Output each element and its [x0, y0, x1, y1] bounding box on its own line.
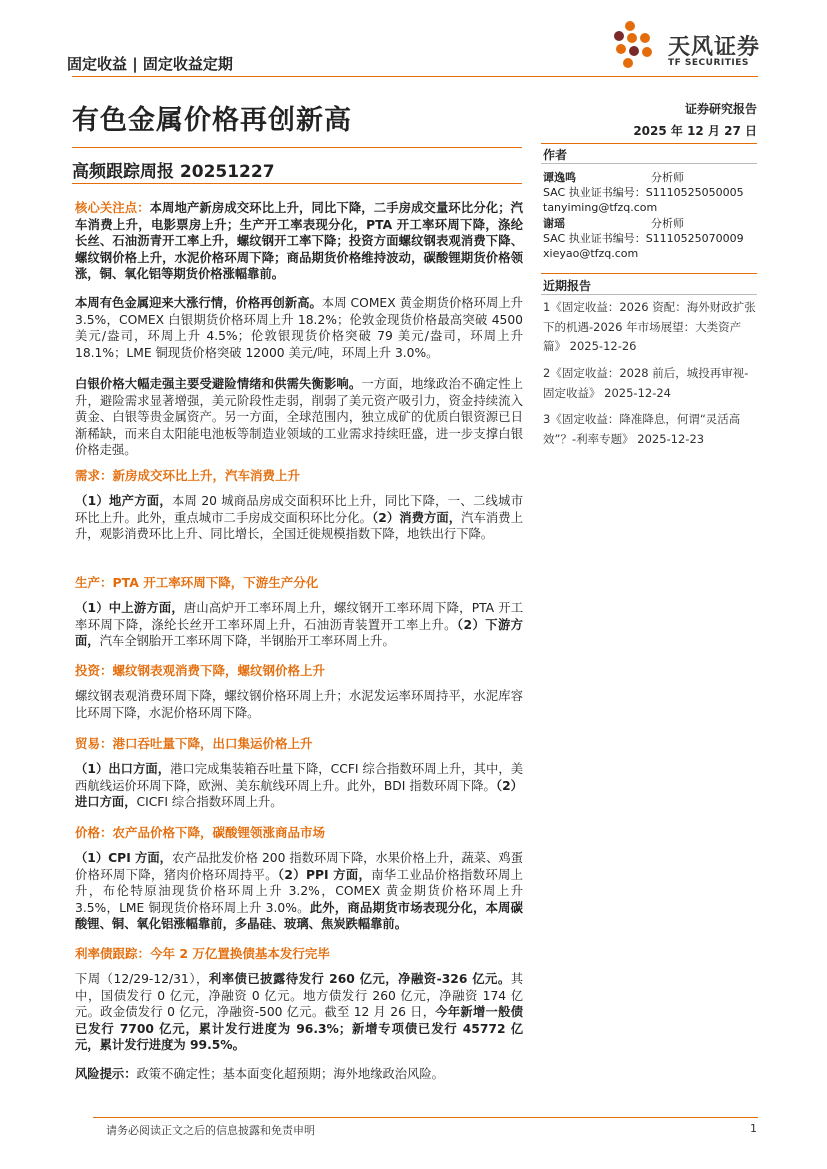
s5-lead-1: （1）CPI 方面，: [75, 851, 172, 865]
s1-lead-2: （2）消费方面，: [372, 510, 462, 525]
paragraph-metals: [75, 295, 523, 361]
s3-text: 螺纹钢表观消费环周下降，螺纹钢价格环周上升；水泥发运率环周持平，水泥库容比环周下降，水泥价格环周下降。: [75, 689, 523, 720]
author-2: [543, 216, 758, 261]
s1-text-2: 汽车消费上升，观影消费环比上升、同比增长，全国迁徙规模指数下降，地铁出行下降。: [75, 510, 523, 541]
section-price-text: [75, 850, 523, 933]
author-name: 谭逸鸣: [543, 171, 576, 184]
author-email[interactable]: xieyao@tfzq.com: [543, 247, 639, 260]
section-price-heading: 价格：农产品价格下降，碳酸锂领涨商品市场: [75, 825, 326, 840]
section-trade-text: [75, 761, 523, 811]
page-subtitle: 高频跟踪周报 20251227: [72, 162, 275, 182]
author-role: 分析师: [651, 171, 684, 184]
s4-lead-2: （2）进口方面，: [75, 778, 523, 809]
report-date: 2025 年 12 月 27 日: [633, 124, 757, 138]
subtitle-divider: [72, 183, 522, 184]
section-demand-heading: 需求：新房成交环比上升，汽车消费上升: [75, 468, 301, 483]
logo-text-cn: 天风证券: [668, 35, 761, 60]
s5-text-1: 农产品批发价格 200 指数环周下降，水果价格上升，蔬菜、鸡蛋价格环周下降，猪肉价格环周持平。: [75, 851, 523, 882]
core-focus: [75, 200, 523, 283]
section-investment-text: [75, 688, 523, 721]
recent-report-1[interactable]: 1《固定收益：2026 资配：海外财政扩张下的机遇-2026 年市场展望：大类资产篇》 2025-12-26: [543, 300, 756, 353]
p1-lead: 本周有色金属迎来大涨行情，价格再创新高。: [75, 296, 322, 310]
author-name: 谢瑶: [543, 217, 565, 230]
report-type: 证券研究报告: [684, 102, 757, 116]
s6-lead-1: 利率债已披露待发行 260 亿元，净融资-326 亿元。: [208, 972, 511, 986]
risk-warning: [75, 1066, 523, 1083]
core-label: 核心关注点：: [75, 201, 150, 215]
sidebar-divider: [541, 143, 757, 144]
author-role: 分析师: [651, 217, 684, 230]
s4-text-2: CICFI 综合指数环周上升。: [136, 795, 283, 809]
page-title: 有色金属价格再创新高: [72, 105, 352, 136]
s4-text-1: 港口完成集装箱吞吐量下降，CCFI 综合指数环周上升，其中，美西航线运价环周下降，欧洲、美东航线环周上升。此外，BDI 指数环周下降。: [75, 762, 523, 793]
s2-lead-2: （2）下游方面，: [75, 617, 523, 648]
recent-heading: 近期报告: [543, 279, 592, 293]
s2-text-2: 汽车全钢胎开工率环周下降，半钢胎开工率环周上升。: [99, 634, 395, 648]
s1-lead-1: （1）地产方面，: [75, 494, 172, 508]
s5-lead-3: 此外，商品期货市场表现分化，本周碳酸锂、铜、氧化铝涨幅靠前，多晶硅、玻璃、焦炭跌幅靠前。: [75, 900, 523, 931]
s6-text-0: 下周（12/29-12/31），: [75, 972, 209, 986]
risk-label: 风险提示：: [75, 1067, 137, 1081]
section-rates-heading: 利率债跟踪：今年 2 万亿置换债基本发行完毕: [75, 946, 330, 961]
section-trade-heading: 贸易：港口吞吐量下降，出口集运价格上升: [75, 736, 313, 751]
s5-lead-2: （2）PPI 方面，: [277, 867, 372, 882]
page-number: 1: [750, 1122, 757, 1135]
section-rates-text: [75, 971, 523, 1054]
s2-lead-1: （1）中上游方面，: [75, 601, 184, 615]
s5-text-2: 南华工业品价格指数环周上升，布伦特原油现货价格环周上升 3.2%，COMEX 黄金期货价格环周上升 3.5%，LME 铜现货价格环周上升 3.0%。: [75, 867, 523, 915]
risk-text: 政策不确定性；基本面变化超预期；海外地缘政治风险。: [136, 1067, 444, 1081]
tf-logo-icon: [608, 18, 664, 74]
section-production-text: [75, 600, 523, 650]
section-production-heading: 生产：PTA 开工率环周下降，下游生产分化: [75, 575, 319, 590]
recent-report-3[interactable]: 3《固定收益：降准降息，何谓“灵活高效”？-利率专题》 2025-12-23: [543, 412, 741, 446]
authors-heading: 作者: [543, 148, 568, 162]
author-email[interactable]: tanyiming@tfzq.com: [543, 201, 658, 214]
s6-lead-2: 今年新增一般债已发行 7700 亿元，累计发行进度为 96.3%；新增专项债已发行 45772 亿元，累计发行进度为 99.5%。: [75, 1005, 523, 1052]
author-1: [543, 170, 758, 215]
recent-report-2[interactable]: 2《固定收益：2028 前后，城投再审视-固定收益》 2025-12-24: [543, 366, 749, 400]
s1-text-1: 本周 20 城商品房成交面积环比上升，同比下降，一、二线城市环比上升。此外，重点城市二手房成交面积环比分化。: [75, 494, 524, 525]
p1-text: 本周 COMEX 黄金期货价格环周上升 3.5%，COMEX 白银期货价格环周上升 18.2%；伦敦金现货价格最高突破 4500 美元/盎司，环周上升 4.5%；伦敦银现货价格突破 79 美元/盎司，环周上升 18.1%；LME 铜现货价格突破 12000 美元/吨，环周上升 3.0%。: [75, 296, 523, 360]
s4-lead-1: （1）出口方面，: [75, 762, 171, 776]
header-divider: [72, 76, 758, 77]
recent-divider: [541, 273, 757, 274]
title-divider: [72, 147, 522, 148]
report-category: 固定收益 | 固定收益定期: [67, 55, 233, 73]
section-demand-text: [75, 493, 523, 543]
recent-heading-divider: [541, 294, 757, 295]
p2-text: 一方面，地缘政治不确定性上升，避险需求显著增强，美元阶段性走弱，削弱了美元资产吸引力，资金持续流入黄金、白银等贵金属资产。另一方面，全球范围内，独立成矿的优质白银资源已日渐稀缺，而来自太阳能电池板等制造业领域的工业需求持续旺盛，进一步支撑白银价格走强。: [75, 377, 523, 457]
s2-text-1: 唐山高炉开工率环周上升，螺纹钢开工率环周下降，PTA 开工率环周下降，涤纶长丝开工率环周上升，石油沥青装置开工率上升。: [75, 601, 524, 632]
s6-text-1: 其中，国债发行 0 亿元，净融资 0 亿元。地方债发行 260 亿元，净融资 174 亿元。政金债发行 0 亿元，净融资-500 亿元。截至 12 月 26 日，: [75, 972, 523, 1019]
author-cert: SAC 执业证书编号：S1110525070009: [543, 232, 744, 245]
p2-lead: 白银价格大幅走强主要受避险情绪和供需失衡影响。: [75, 377, 362, 391]
author-cert: SAC 执业证书编号：S1110525050005: [543, 186, 744, 199]
paragraph-silver: [75, 376, 523, 459]
core-text: 本周地产新房成交环比上升，同比下降，二手房成交量环比分化；汽车消费上升，电影票房上升；生产开工率表现分化，PTA 开工率环周下降，涤纶长丝、石油沥青开工率上升，螺纹钢开工率下降；投资方面螺纹钢表观消费下降、螺纹钢价格上升，水泥价格环周下降；商品期货价格维持波动，碳酸锂期货价格领涨，铜、氧化铝等期货价格涨幅靠前。: [75, 201, 523, 281]
logo-text-en: TF SECURITIES: [668, 58, 749, 68]
section-investment-heading: 投资：螺纹钢表观消费下降，螺纹钢价格上升: [75, 663, 326, 678]
footer-divider: [93, 1117, 758, 1118]
authors-heading-divider: [541, 163, 757, 164]
footer-disclaimer: 请务必阅读正文之后的信息披露和免责申明: [106, 1124, 315, 1137]
